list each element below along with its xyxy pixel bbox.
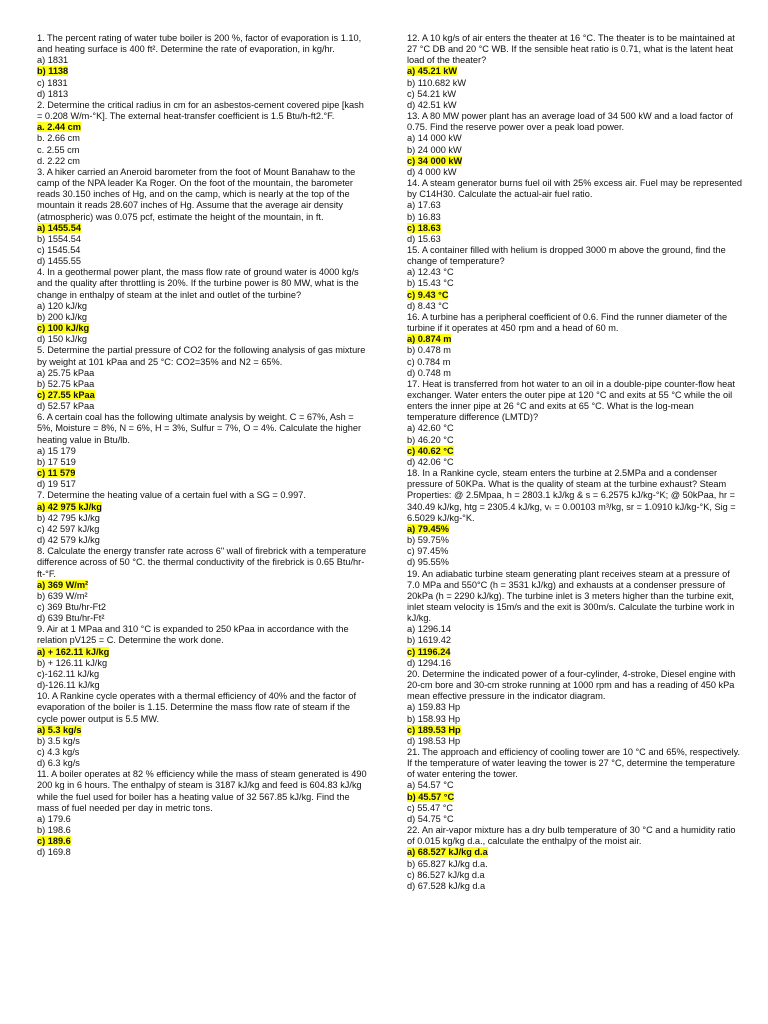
option-label: b) 1554.54 — [37, 233, 81, 244]
option-label: b) 200 kJ/kg — [37, 311, 88, 322]
answer-option-highlighted — [407, 524, 742, 535]
answer-option — [407, 89, 742, 100]
option-label: b) 158.93 Hp — [407, 713, 461, 724]
answer-option — [37, 312, 367, 323]
option-label: a) 120 kJ/kg — [37, 300, 88, 311]
answer-option — [37, 457, 367, 468]
answer-option-highlighted — [37, 390, 367, 401]
option-label: b) 17 519 — [37, 456, 76, 467]
question-block — [407, 379, 742, 468]
answer-option-highlighted — [37, 66, 367, 77]
option-label: b) 15.43 °C — [407, 278, 454, 289]
option-label: b) 198.6 — [37, 825, 71, 836]
answer-option — [37, 379, 367, 390]
option-label: b) 52.75 kPaa — [37, 378, 95, 389]
question-text: 16. A turbine has a peripheral coefficient of 0.6. Find the runner diameter of the turbine if it operates at 450 rpm and a head of 60 m. — [407, 311, 728, 334]
answer-option — [407, 635, 742, 646]
question-text: 6. A certain coal has the following ultimate analysis by weight. C = 67%, Ash = 5%, Moisture = 8%, N = 6%, H = 3%, Sulfur = 7%, O = 4%. Calculate the higher heating value in Btu/lb. — [37, 412, 362, 445]
option-label: d) 42.06 °C — [407, 456, 454, 467]
option-label: a) 42 975 kJ/kg — [37, 501, 102, 512]
option-label: b) 1619.42 — [407, 635, 451, 646]
question-block — [37, 546, 367, 624]
answer-option-highlighted — [407, 66, 742, 77]
question-text: 13. A 80 MW power plant has an average load of 34 500 kW and a load factor of 0.75. Find the reserve power over a peak load power. — [407, 111, 733, 133]
question-text: 20. Determine the indicated power of a four-cylinder, 4-stroke, Diesel engine with 20-cm bore and 30-cm stroke running at 1000 rpm and has a reading of 450 kPa mean effective pressure in the indicator diagram. — [407, 668, 736, 702]
answer-option — [407, 78, 742, 89]
answer-option-highlighted — [407, 156, 742, 167]
option-label: c) 55.47 °C — [407, 802, 454, 813]
answer-option — [407, 278, 742, 289]
answer-option — [37, 680, 367, 691]
answer-option-highlighted — [37, 223, 367, 234]
answer-option — [37, 368, 367, 379]
answer-option-highlighted — [37, 323, 367, 334]
answer-option — [37, 479, 367, 490]
option-label: c) 18.63 — [407, 222, 441, 233]
option-label: c) 97.45% — [407, 546, 449, 557]
option-label: b. 2.66 cm — [37, 133, 80, 144]
question-block — [407, 669, 742, 747]
answer-option — [37, 847, 367, 858]
answer-option — [407, 267, 742, 278]
answer-option — [37, 669, 367, 680]
question-block — [37, 267, 367, 345]
question-block — [407, 245, 742, 312]
answer-option — [407, 814, 742, 825]
option-label: a) 68.527 kJ/kg d.a — [407, 847, 488, 858]
answer-option — [37, 234, 367, 245]
option-label: c) 189.53 Hp — [407, 724, 461, 735]
option-label: d) 54.75 °C — [407, 813, 454, 824]
option-label: b) 42 795 kJ/kg — [37, 512, 100, 523]
answer-option — [407, 133, 742, 144]
option-label: b) 110.682 kW — [407, 77, 467, 88]
option-label: c)-162.11 kJ/kg — [37, 668, 100, 679]
option-label: d) 67.528 kJ/kg d.a — [407, 880, 486, 891]
option-label: a) 1831 — [37, 55, 69, 66]
question-text: 9. Air at 1 MPaa and 310 °C is expanded to 250 kPaa in accordance with the relation pV125 = C. Determine the work done. — [37, 624, 349, 646]
option-label: b) + 126.11 kJ/kg — [37, 657, 108, 668]
question-block — [407, 569, 742, 669]
question-text: 11. A boiler operates at 82 % efficiency while the mass of steam generated is 490 200 kg in 6 hours. The enthalpy of steam is 3187 kJ/kg and feed is 604.83 kJ/kg while the fuel used for boiler has a heating value of 32 567.85 kJ/kg. Find the mass of fuel needed per day in metric tons. — [37, 769, 367, 813]
answer-option — [37, 133, 367, 144]
option-label: c) 0.784 m — [407, 356, 451, 367]
option-label: c) 100 kJ/kg — [37, 323, 90, 334]
option-label: a) + 162.11 kJ/kg — [37, 646, 110, 657]
answer-option — [37, 658, 367, 669]
question-text: 15. A container filled with helium is dropped 3000 m above the ground, find the change of temperature? — [407, 244, 726, 267]
option-label: c) 42 597 kJ/kg — [37, 523, 100, 534]
option-label: d) 639 Btu/hr-Ft² — [37, 613, 105, 624]
answer-option-highlighted — [37, 468, 367, 479]
option-label: d) 42.51 kW — [407, 99, 457, 110]
answer-option-highlighted — [407, 223, 742, 234]
option-label: a) 159.83 Hp — [407, 702, 461, 713]
question-block — [37, 345, 367, 412]
answer-option-highlighted — [37, 122, 367, 133]
answer-option — [407, 557, 742, 568]
question-text: 21. The approach and efficiency of cooling tower are 10 °C and 65%, respectively. If the temperature of water leaving the tower is 27 °C, determine the temperature of water entering the tower. — [407, 747, 741, 780]
question-text: 5. Determine the partial pressure of CO2 for the following analysis of gas mixture by weight at 101 kPaa and 25 °C: CO2=35% and N2 = 65%. — [37, 345, 366, 367]
option-label: c) 1545.54 — [37, 244, 81, 255]
question-text: 14. A steam generator burns fuel oil with 25% excess air. Fuel may be represented by C14H30. Calculate the actual-air fuel ratio. — [407, 178, 743, 200]
option-label: c) 1196.24 — [407, 646, 451, 657]
answer-option — [407, 535, 742, 546]
option-label: d) 0.748 m — [407, 367, 451, 378]
answer-option — [407, 345, 742, 356]
answer-option — [37, 78, 367, 89]
question-text: 19. An adiabatic turbine steam generating plant receives steam at a pressure of 7.0 MPa and 550°C (h = 3531 kJ/kg) and exhausts at a condenser pressure of 20kPa (h = 2290 kJ/kg). The turbine inlet is 3 meters higher than the turbine exit, inlet steam velocity is 15m/s and the exit is 300m/s. Calculate the turbine work in kJ/kg. — [407, 568, 735, 624]
answer-option-highlighted — [37, 647, 367, 658]
question-text: 1. The percent rating of water tube boiler is 200 %, factor of evaporation is 1.10, and heating surface is 400 ft². Determine the rate of evaporation, in kg/hr. — [37, 33, 362, 55]
option-label: a) 5.3 kg/s — [37, 724, 82, 735]
answer-option — [37, 747, 367, 758]
answer-option-highlighted — [37, 580, 367, 591]
option-label: b) 1138 — [37, 66, 69, 77]
option-label: c) 86.527 kJ/kg d.a — [407, 869, 485, 880]
question-block — [37, 100, 367, 167]
option-label: c. 2.55 cm — [37, 144, 80, 155]
option-label: b) 45.57 °C — [407, 791, 455, 802]
answer-option-highlighted — [37, 836, 367, 847]
question-block — [407, 312, 742, 379]
option-label: d) 15.63 — [407, 233, 441, 244]
question-text: 22. An air-vapor mixture has a dry bulb temperature of 30 °C and a humidity ratio of 0.015 kg/kg d.a., calculate the enthalpy of the moist air. — [407, 825, 736, 847]
answer-option — [37, 736, 367, 747]
answer-option — [407, 658, 742, 669]
option-label: c) 11 579 — [37, 468, 76, 479]
answer-option — [37, 758, 367, 769]
answer-option — [37, 145, 367, 156]
answer-option — [37, 814, 367, 825]
option-label: b) 0.478 m — [407, 345, 451, 356]
option-label: d) 1294.16 — [407, 657, 451, 668]
answer-option — [407, 546, 742, 557]
answer-option — [407, 100, 742, 111]
answer-option-highlighted — [407, 725, 742, 736]
answer-option — [37, 825, 367, 836]
question-text: 18. In a Rankine cycle, steam enters the turbine at 2.5MPa and a condenser pressure of 50KPa. What is the quality of steam at the turbine exhaust? Steam Properties: @ 2.5Mpaa, h = 2803.1 kJ/kg & s = 6.2575 kJ/kg-°K; @ 50kPaa, hr = 340.49 kJ/kg, htg = 2305.4 kJ/kg, vₜ = 0.00103 m³/kg, sr = 1.0910 kJ/kg-°K, Sig = 6.5029 kJ/kg-°K. — [407, 468, 736, 523]
option-label: c) 9.43 °C — [407, 289, 449, 300]
option-label: d. 2.22 cm — [37, 155, 80, 166]
question-text: 3. A hiker carried an Aneroid barometer from the foot of Mount Banahaw to the camp of the NPA leader Ka Roger. On the foot of the mountain, the barometer reads 30.150 inches of Hg, and on the camp, which is nearly at the top of the mountain it reads 28.607 inches of Hg. Assume that the average air density (atmospheric) was 0.075 pcf, estimate the height of the mountain, in ft. — [37, 166, 356, 222]
option-label: d) 52.57 kPaa — [37, 401, 95, 412]
option-label: d)-126.11 kJ/kg — [37, 680, 100, 691]
answer-option — [407, 212, 742, 223]
answer-option — [37, 301, 367, 312]
answer-option — [407, 780, 742, 791]
option-label: b) 3.5 kg/s — [37, 735, 80, 746]
option-label: c) 54.21 kW — [407, 88, 457, 99]
option-label: d) 42 579 kJ/kg — [37, 535, 100, 546]
answer-option — [37, 245, 367, 256]
question-block — [407, 33, 742, 111]
option-label: d) 6.3 kg/s — [37, 758, 80, 769]
option-label: d) 150 kJ/kg — [37, 334, 88, 345]
answer-option — [37, 55, 367, 66]
question-block — [407, 825, 742, 892]
option-label: a) 15 179 — [37, 445, 76, 456]
answer-option-highlighted — [407, 290, 742, 301]
option-label: c) 40.62 °C — [407, 445, 454, 456]
option-label: d) 8.43 °C — [407, 300, 449, 311]
question-block — [37, 490, 367, 546]
answer-option — [407, 200, 742, 211]
answer-option — [407, 423, 742, 434]
option-label: a) 42.60 °C — [407, 423, 454, 434]
option-label: a) 1455.54 — [37, 222, 81, 233]
option-label: d) 95.55% — [407, 557, 449, 568]
answer-option — [407, 368, 742, 379]
option-label: a) 1296.14 — [407, 624, 451, 635]
answer-option — [37, 613, 367, 624]
left-column — [37, 33, 367, 859]
answer-option — [407, 357, 742, 368]
option-label: c) 34 000 kW — [407, 155, 463, 166]
option-label: a) 12.43 °C — [407, 267, 454, 278]
option-label: b) 24 000 kW — [407, 144, 462, 155]
option-label: b) 46.20 °C — [407, 434, 454, 445]
option-label: b) 59.75% — [407, 535, 449, 546]
option-label: a) 54.57 °C — [407, 780, 454, 791]
answer-option — [407, 624, 742, 635]
question-block — [407, 178, 742, 245]
answer-option-highlighted — [37, 725, 367, 736]
answer-option — [37, 156, 367, 167]
answer-option — [37, 89, 367, 100]
option-label: c) 27.55 kPaa — [37, 390, 95, 400]
option-label: a) 179.6 — [37, 813, 71, 824]
option-label: c) 369 Btu/hr-Ft2 — [37, 601, 106, 612]
option-label: d) 1455.55 — [37, 256, 81, 267]
answer-option — [37, 256, 367, 267]
option-label: d) 169.8 — [37, 847, 71, 858]
answer-option — [37, 591, 367, 602]
answer-option — [407, 435, 742, 446]
answer-option — [407, 301, 742, 312]
option-label: c) 189.6 — [37, 836, 71, 847]
question-text: 10. A Rankine cycle operates with a thermal efficiency of 40% and the factor of evaporation of the boiler is 1.15. Determine the mass flow rate of steam if the cycle power output is 5.5 MW. — [37, 691, 357, 724]
question-block — [37, 624, 367, 691]
answer-option — [37, 334, 367, 345]
option-label: a) 17.63 — [407, 200, 441, 211]
option-label: b) 16.83 — [407, 211, 441, 222]
option-label: c) 1831 — [37, 77, 68, 88]
question-block — [407, 468, 742, 568]
option-label: a) 25.75 kPaa — [37, 367, 95, 378]
answer-option — [37, 446, 367, 457]
answer-option — [407, 803, 742, 814]
right-column — [407, 33, 742, 892]
question-block — [37, 167, 367, 267]
answer-option-highlighted — [407, 847, 742, 858]
question-text: 8. Calculate the energy transfer rate across 6" wall of firebrick with a temperature difference across of 50 °C. the thermal conductivity of the firebrick is 0.65 Btu/hr-ft-°F. — [37, 546, 367, 579]
answer-option — [407, 702, 742, 713]
question-block — [37, 33, 367, 100]
answer-option — [407, 859, 742, 870]
option-label: a) 369 W/m² — [37, 579, 89, 590]
answer-option — [407, 145, 742, 156]
answer-option — [37, 401, 367, 412]
question-block — [37, 412, 367, 490]
answer-option-highlighted — [407, 334, 742, 345]
answer-option-highlighted — [37, 502, 367, 513]
answer-option-highlighted — [407, 792, 742, 803]
answer-option-highlighted — [407, 446, 742, 457]
question-text: 12. A 10 kg/s of air enters the theater at 16 °C. The theater is to be maintained at 27 °C DB and 20 °C WB. If the sensible heat ratio is 0.71, what is the latent heat load of the theater? — [407, 33, 735, 66]
option-label: a) 45.21 kW — [407, 66, 458, 77]
answer-option — [407, 714, 742, 725]
answer-option — [407, 881, 742, 892]
option-label: a) 14 000 kW — [407, 133, 462, 144]
answer-option — [407, 167, 742, 178]
option-label: d) 4 000 kW — [407, 166, 457, 177]
question-block — [407, 111, 742, 178]
answer-option-highlighted — [407, 647, 742, 658]
question-block — [407, 747, 742, 825]
question-text: 17. Heat is transferred from hot water to an oil in a double-pipe counter-flow heat exchanger. Water enters the outer pipe at 120 °C and exits at 55 °C while the oil enters the inner pipe at 26 °C and exits at 65 °C. What is the log-mean temperature difference (LMTD)? — [407, 378, 735, 423]
answer-option — [407, 457, 742, 468]
option-label: a. 2.44 cm — [37, 122, 81, 133]
question-text: 7. Determine the heating value of a certain fuel with a SG = 0.997. — [37, 490, 306, 501]
question-text: 4. In a geothermal power plant, the mass flow rate of ground water is 4000 kg/s and the quality after throttling is 20%. If the turbine power is 80 MW, what is the change in enthalpy of steam at the inlet and outlet of the turbine? — [37, 267, 359, 300]
option-label: b) 639 W/m² — [37, 590, 88, 601]
answer-option — [37, 602, 367, 613]
option-label: d) 19 517 — [37, 479, 76, 490]
answer-option — [407, 234, 742, 245]
answer-option — [37, 513, 367, 524]
option-label: a) 0.874 m — [407, 334, 452, 345]
question-block — [37, 769, 367, 858]
option-label: a) 79.45% — [407, 523, 449, 534]
answer-option — [407, 736, 742, 747]
question-block — [37, 691, 367, 769]
option-label: d) 198.53 Hp — [407, 735, 461, 746]
option-label: d) 1813 — [37, 88, 69, 99]
answer-option — [407, 870, 742, 881]
question-text: 2. Determine the critical radius in cm for an asbestos-cement covered pipe [kash = 0.208 W/m-°K]. The external heat-transfer coefficient is 1.5 Btu/h-ft2.°F. — [37, 99, 364, 122]
option-label: c) 4.3 kg/s — [37, 747, 80, 757]
answer-option — [37, 524, 367, 535]
option-label: b) 65.827 kJ/kg d.a. — [407, 858, 488, 869]
answer-option — [37, 535, 367, 546]
